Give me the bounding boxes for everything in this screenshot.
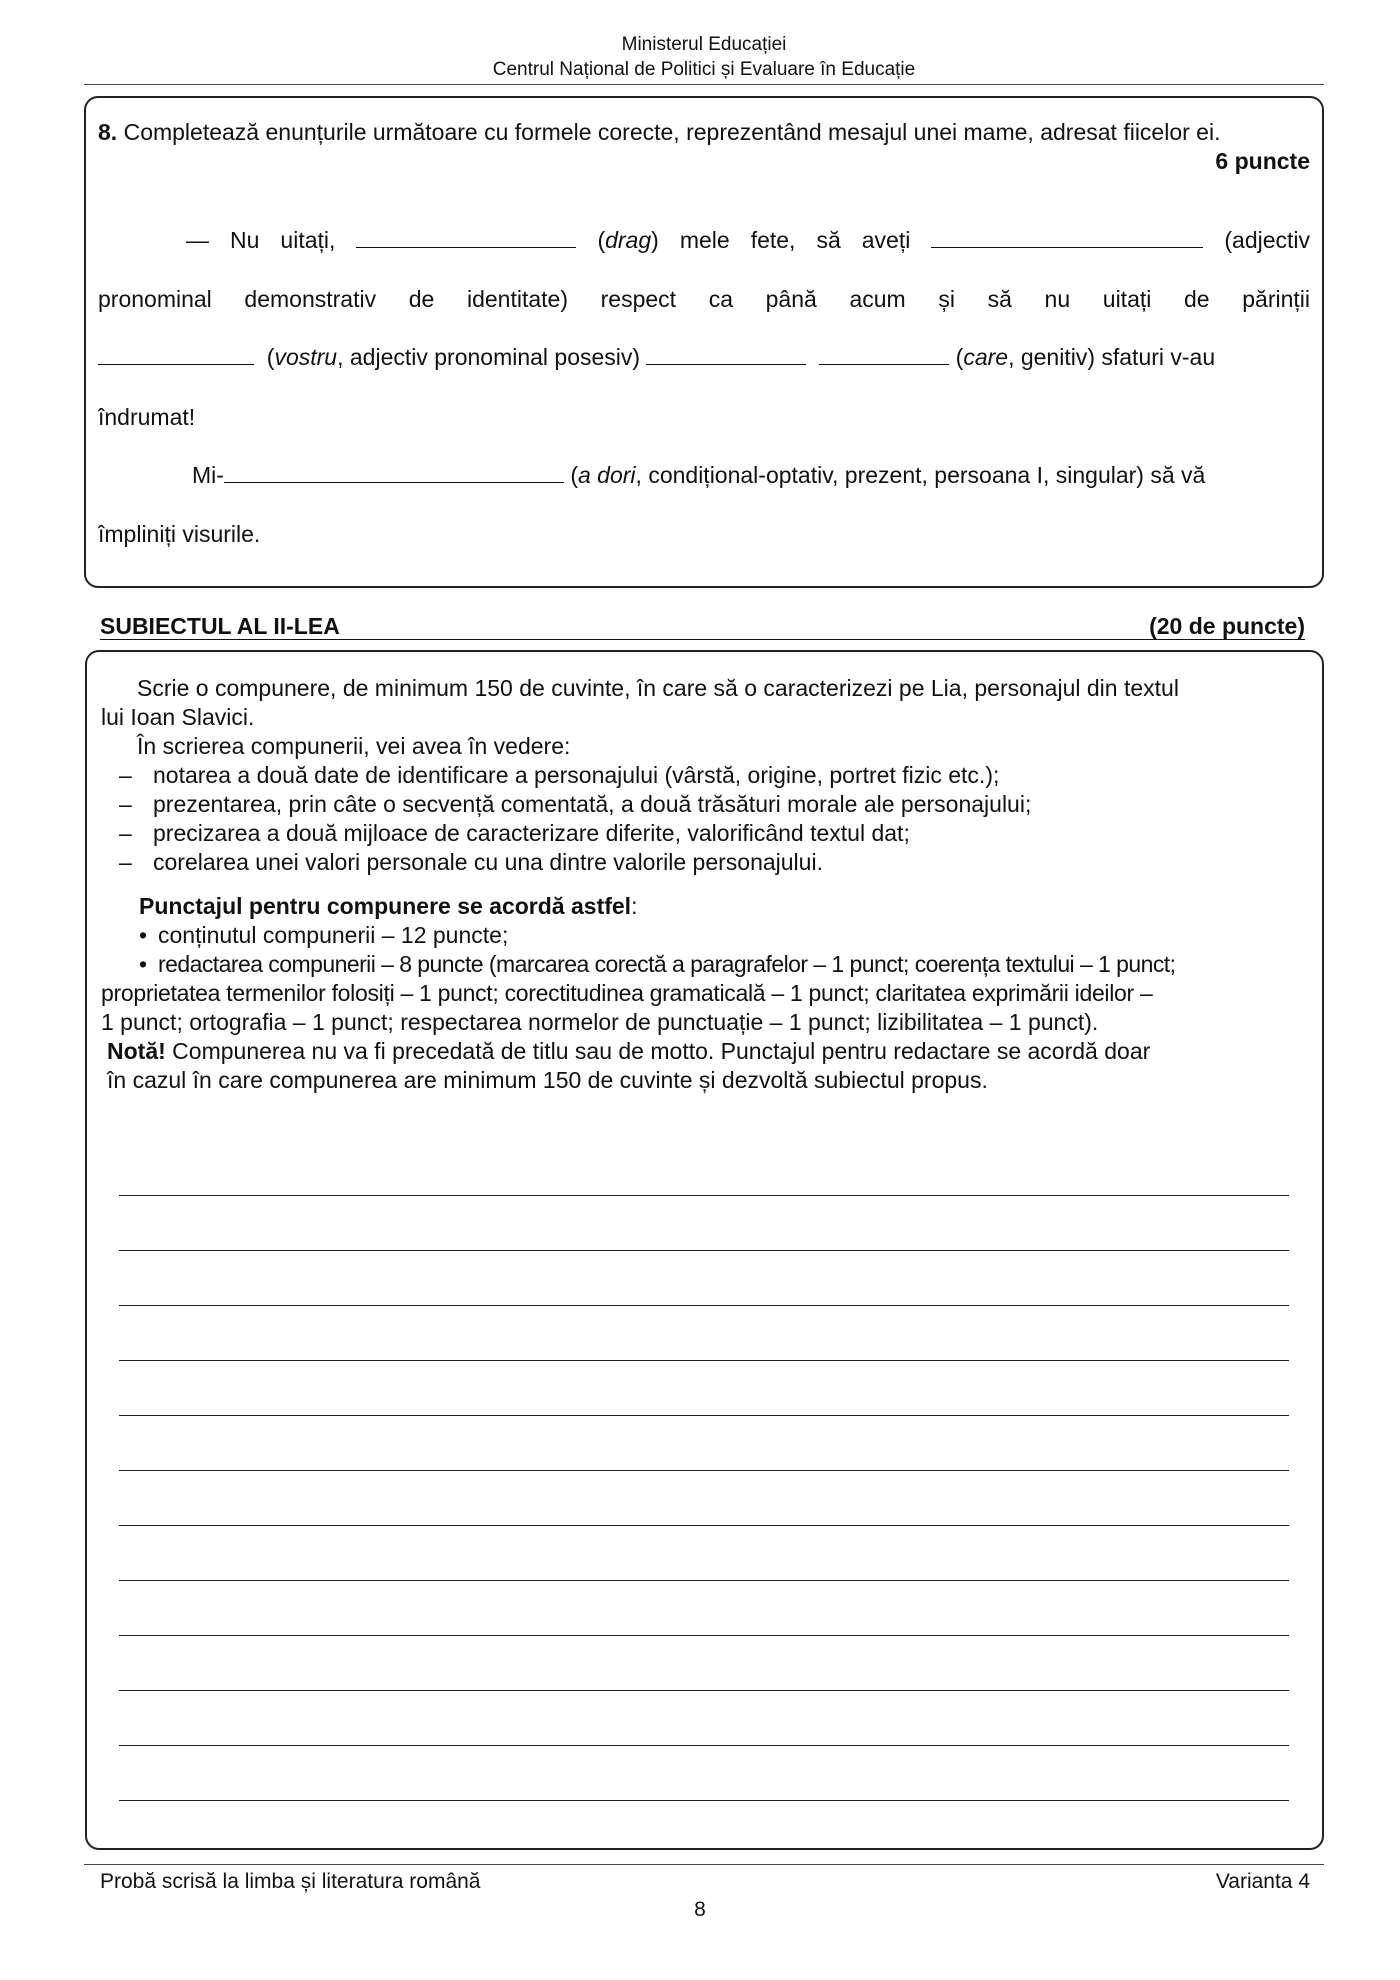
- item-8-box: [84, 96, 1324, 588]
- item-8-points: 6 puncte: [1215, 148, 1310, 174]
- footer-variant: Varianta 4: [1215, 1870, 1310, 1893]
- blank-care-1[interactable]: [646, 344, 806, 365]
- intro-line-2: lui Ioan Slavici.: [101, 704, 255, 730]
- intro-line-1: Scrie o compunere, de minimum 150 de cuvinte, în care să o caracterizezi pe Lia, personajul din textul: [137, 675, 1179, 701]
- scoring-line-b: proprietatea termenilor folosiți – 1 punct; corectitudinea gramaticală – 1 punct; claritatea exprimării ideilor –: [101, 980, 1153, 1006]
- item-8-instruction: [98, 118, 1310, 147]
- blank-a-dori[interactable]: [224, 462, 564, 483]
- answer-line[interactable]: [119, 1305, 1289, 1306]
- item-number: 8.: [98, 119, 118, 145]
- fill-line-2: pronominal demonstrativ de identitate) respect ca până acum și să nu uitați de părinții: [98, 286, 1310, 312]
- blank-care-2[interactable]: [819, 344, 949, 365]
- blank-demonstrative[interactable]: [931, 227, 1203, 248]
- scoring-title: Punctajul pentru compunere se acordă astfel:: [139, 893, 638, 919]
- answer-line[interactable]: [119, 1195, 1289, 1196]
- answer-line[interactable]: [119, 1580, 1289, 1581]
- blank-drag[interactable]: [356, 227, 576, 248]
- note-line-2: în cazul în care compunerea are minimum 150 de cuvinte și dezvoltă subiectul propus.: [107, 1067, 988, 1093]
- answer-line[interactable]: [119, 1250, 1289, 1251]
- note-label: Notă!: [107, 1038, 166, 1064]
- intro-line-3: În scrierea compunerii, vei avea în vedere:: [137, 733, 571, 759]
- page-header: [84, 32, 1324, 82]
- subject-2-title: SUBIECTUL AL II-LEA (20 de puncte): [100, 613, 1305, 639]
- fill-line-5: Mi- (a dori, condițional-optativ, prezent, persoana I, singular) să vă: [192, 462, 1206, 488]
- answer-line[interactable]: [119, 1800, 1289, 1801]
- header-rule: [84, 84, 1324, 85]
- item-instruction-text: Completează enunțurile următoare cu formele corecte, reprezentând mesajul unei mame, adresat fiicelor ei.: [123, 119, 1221, 145]
- footer-exam-title: Probă scrisă la limba și literatura română: [100, 1870, 481, 1893]
- fill-line-1: — Nu uitați, (drag) mele fete, să aveți (adjectiv: [186, 227, 1311, 253]
- fill-line-6: împliniți visurile.: [98, 521, 261, 547]
- scoring-line-c: 1 punct; ortografia – 1 punct; respectarea normelor de punctuație – 1 punct; lizibilitatea – 1 punct).: [101, 1009, 1099, 1035]
- page-number: 8: [694, 1898, 706, 1921]
- answer-line[interactable]: [119, 1635, 1289, 1636]
- answer-line[interactable]: [119, 1360, 1289, 1361]
- blank-vostru[interactable]: [98, 344, 254, 365]
- answer-line[interactable]: [119, 1690, 1289, 1691]
- subject-2-box: Scrie o compunere, de minimum 150 de cuvinte, în care să o caracterizezi pe Lia, personajul din textul lui Ioan Slavici. În scrierea compunerii, vei avea în vedere: – notarea a două date de identificare a personajului (vârstă, origine, portret fizic etc.); – prezentarea, prin câte o secvență comentată, a două trăsături morale ale personajului; – precizarea a două mijloace de caracterizare diferite, valorificând textul dat; – corelarea unei valori personale cu una dintre valorile personajului. Punctajul pentru compunere se acordă astfel: • conținutul compunerii – 12 puncte; • redactarea compunerii – 8 puncte (marcarea corectă a paragrafelor – 1 punct; coerența textului – 1 punct; proprietatea termenilor folosiți – 1 punct; corectitudinea gramaticală – 1 punct; claritatea exprimării ideilor – 1 punct; ortografia – 1 punct; respectarea normelor de punctuație – 1 punct; lizibilitatea – 1 punct). Notă! Compunerea nu va fi precedată de titlu sau de motto. Punctajul pentru redactare se acordă doar în cazul în care compunerea are minimum 150 de cuvinte și dezvoltă subiectul propus.: [85, 650, 1324, 1850]
- header-center: Centrul Național de Politici și Evaluare în Educație: [492, 59, 916, 80]
- answer-line[interactable]: [119, 1470, 1289, 1471]
- subject-2-points: (20 de puncte): [1149, 613, 1305, 639]
- answer-line[interactable]: [119, 1415, 1289, 1416]
- footer-rule: [84, 1864, 1324, 1865]
- header-ministry: Ministerul Educației: [621, 34, 787, 55]
- fill-line-3: (vostru, adjectiv pronominal posesiv) (care, genitiv) sfaturi v-au: [98, 343, 1310, 372]
- answer-line[interactable]: [119, 1745, 1289, 1746]
- fill-line-4: îndrumat!: [98, 404, 196, 430]
- note: Notă! Compunerea nu va fi precedată de titlu sau de motto. Punctajul pentru redactare se acordă doar: [107, 1038, 1151, 1064]
- answer-line[interactable]: [119, 1525, 1289, 1526]
